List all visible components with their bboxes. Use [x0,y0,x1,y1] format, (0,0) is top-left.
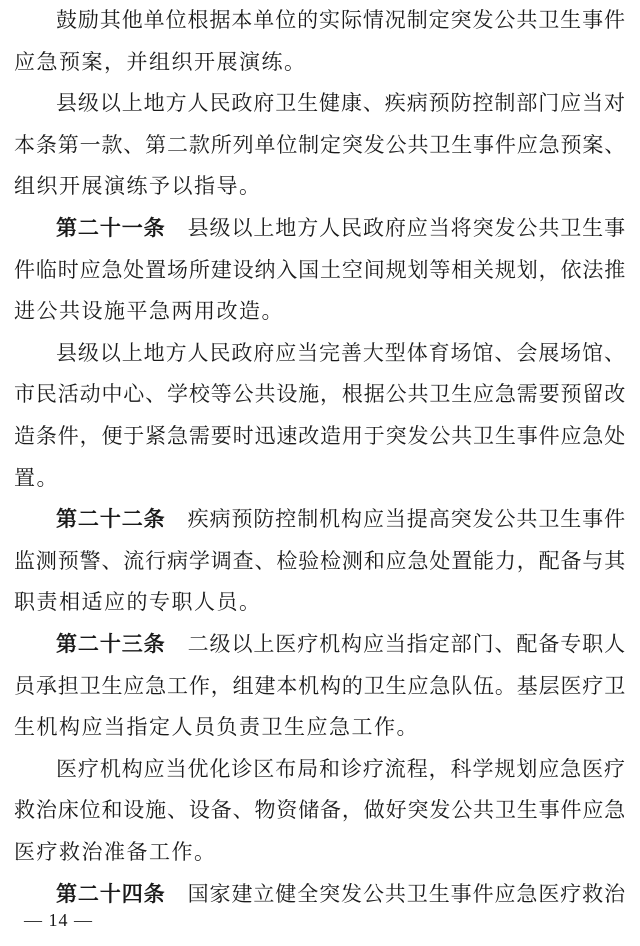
article-heading: 第二十一条 [56,216,166,240]
text-line: 市民活动中心、学校等公共设施，根据公共卫生应急需要预留改 [14,382,627,407]
page-number: — 14 — [24,910,93,930]
text-line: 应急预案，并组织开展演练。 [14,49,307,74]
article-heading: 第二十二条 [56,507,166,532]
text-line: 本条第一款、第二款所列单位制定突发公共卫生事件应急预案、 [14,132,627,157]
text-line: 医疗机构应当优化诊区布局和诊疗流程，科学规划应急医疗 [56,756,626,781]
text-line: 件临时应急处置场所建设纳入国土空间规划等相关规划，依法推 [14,257,627,282]
article-heading: 第二十三条 [56,632,166,656]
article-21-line [56,214,626,242]
text-line: 救治床位和设施、设备、物资储备，做好突发公共卫生事件应急 [14,798,627,823]
text-line: 职责相适应的专职人员。 [14,590,262,615]
article-24-line [56,880,626,908]
text-line: 医疗救治准备工作。 [14,840,217,864]
text-span: 二级以上医疗机构应当指定部门、配备专职人 [187,632,627,656]
text-span: 疾病预防控制机构应当提高突发公共卫生事件 [187,507,627,532]
text-line: 生机构应当指定人员负责卫生应急工作。 [14,715,419,740]
text-span: 国家建立健全突发公共卫生事件应急医疗救治 [187,881,627,906]
article-heading: 第二十四条 [56,881,166,906]
text-line: 县级以上地方人民政府卫生健康、疾病预防控制部门应当对 [56,91,626,116]
text-line: 鼓励其他单位根据本单位的实际情况制定突发公共卫生事件 [56,8,626,32]
text-line: 组织开展演练予以指导。 [14,174,262,199]
article-22-line [56,505,626,533]
text-line: 置。 [14,465,59,490]
text-line: 员承担卫生应急工作，组建本机构的卫生应急队伍。基层医疗卫 [14,673,627,698]
text-span: 县级以上地方人民政府应当将突发公共卫生事 [187,216,627,240]
text-line: 造条件，便于紧急需要时迅速改造用于突发公共卫生事件应急处 [14,424,627,448]
text-line: 进公共设施平急两用改造。 [14,299,284,324]
article-23-line [56,630,626,658]
text-line: 监测预警、流行病学调查、检验检测和应急处置能力，配备与其 [14,548,627,573]
text-line: 县级以上地方人民政府应当完善大型体育场馆、会展场馆、 [56,340,626,365]
